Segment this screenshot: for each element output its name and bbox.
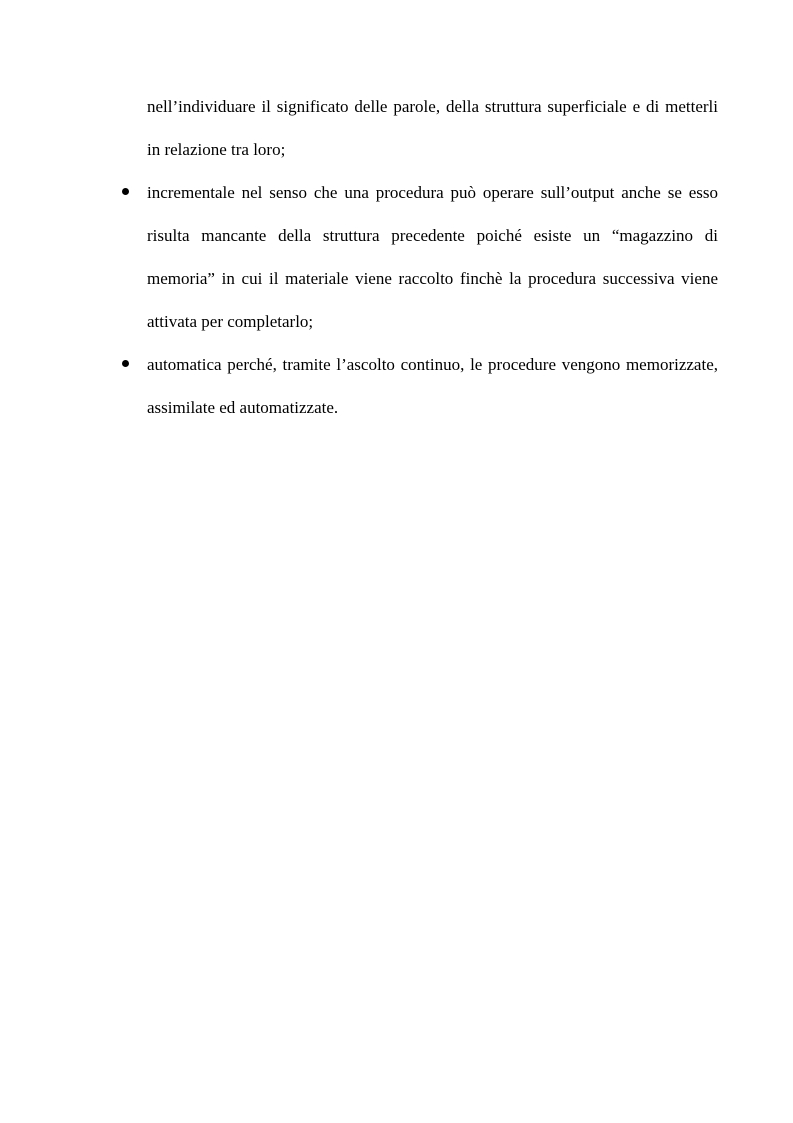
bullet-icon [122, 360, 129, 367]
list-item-text: automatica perché, tramite l’ascolto continuo, le procedure vengono memorizzate, assimilate ed automatizzate. [147, 355, 718, 417]
list-item [0, 171, 793, 343]
bullet-list [0, 171, 793, 429]
list-item-text: incrementale nel senso che una procedura può operare sull’output anche se esso risulta mancante della struttura precedente poiché esiste un “magazzino di memoria” in cui il materiale viene raccolto finchè la procedura successiva viene attivata per completarlo; [147, 183, 718, 331]
bullet-icon [122, 188, 129, 195]
continuation-paragraph: nell’individuare il significato delle parole, della struttura superficiale e di metterli in relazione tra loro; [147, 97, 718, 159]
list-item [0, 343, 793, 429]
